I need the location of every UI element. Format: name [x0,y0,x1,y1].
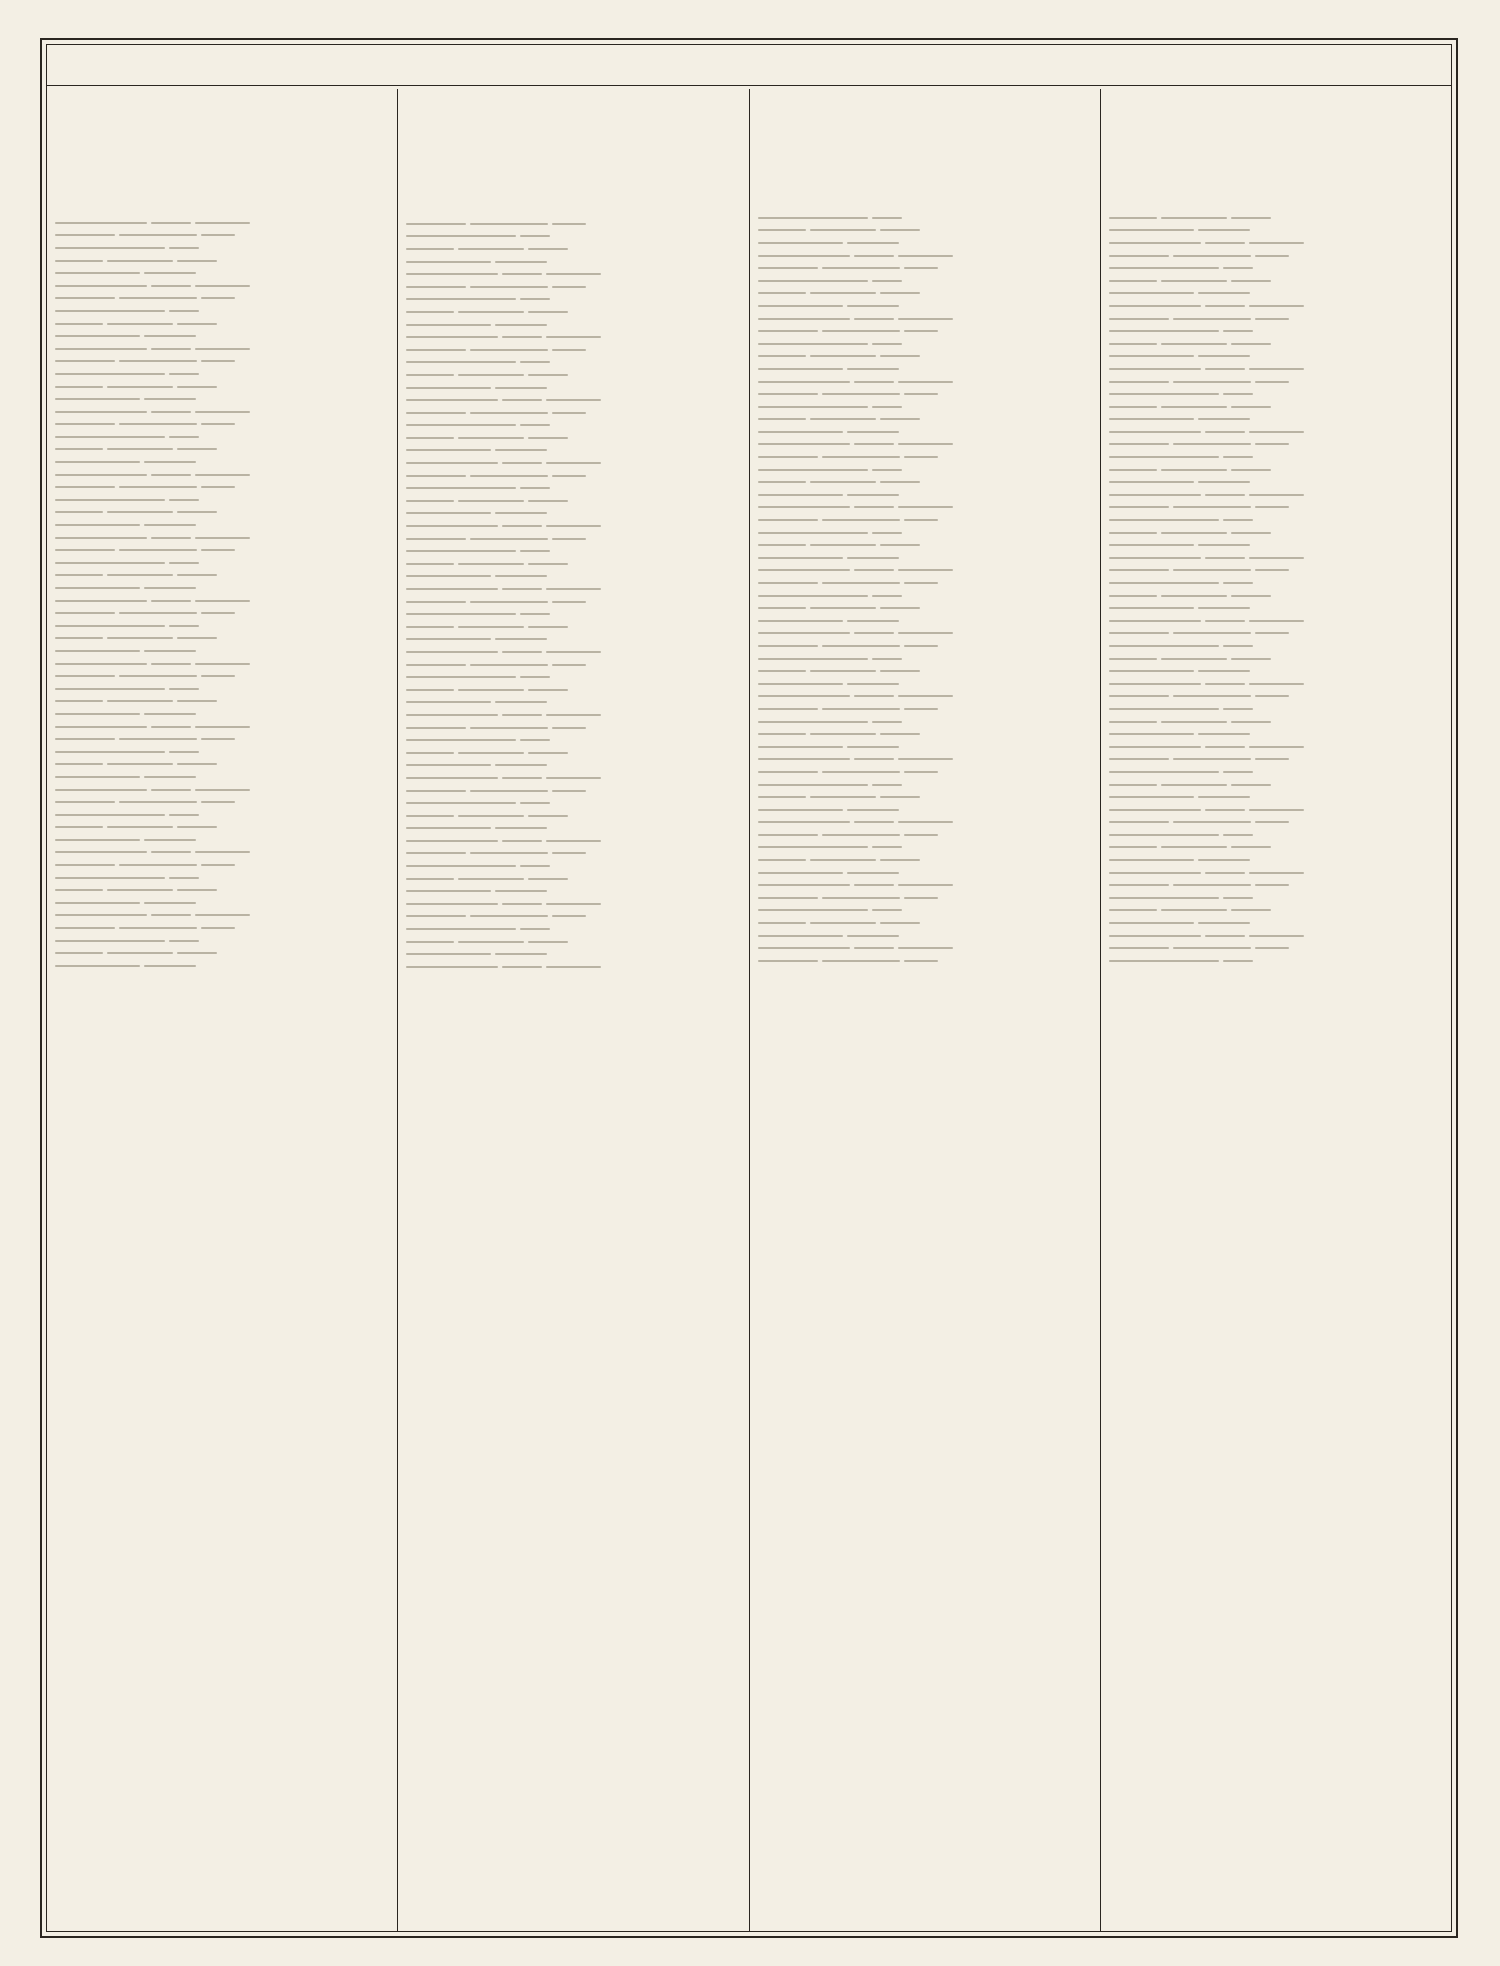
text-line-placeholder [1109,363,1443,375]
text-line-placeholder [758,388,1092,400]
timeline-columns [47,89,1451,1931]
text-line-placeholder [55,759,389,771]
text-line-placeholder [406,394,740,406]
text-line-placeholder [406,760,740,772]
text-line-placeholder [758,212,1092,224]
text-line-placeholder [406,948,740,960]
text-line-placeholder [406,231,740,243]
text-line-placeholder [758,754,1092,766]
text-line-placeholder [758,502,1092,514]
text-line-placeholder [1109,602,1443,614]
text-line-placeholder [758,665,1092,677]
text-line-placeholder [1109,741,1443,753]
text-line-placeholder [758,854,1092,866]
text-line-placeholder [55,607,389,619]
title-rule [47,85,1451,86]
text-line-placeholder [55,859,389,871]
text-line-placeholder [758,338,1092,350]
text-line-placeholder [758,615,1092,627]
text-line-placeholder [758,489,1092,501]
text-line-placeholder [1109,539,1443,551]
text-line-placeholder [758,728,1092,740]
text-line-placeholder [1109,464,1443,476]
text-line-placeholder [406,747,740,759]
text-line-placeholder [1109,640,1443,652]
text-line-placeholder [1109,867,1443,879]
text-line-placeholder [406,898,740,910]
text-line-placeholder [758,678,1092,690]
text-line-placeholder [758,917,1092,929]
text-line-placeholder [55,822,389,834]
text-line-placeholder [1109,414,1443,426]
text-line-placeholder [758,275,1092,287]
text-line-placeholder [406,571,740,583]
text-line-placeholder [55,784,389,796]
text-line-placeholder [758,250,1092,262]
text-line-placeholder [758,527,1092,539]
text-line-placeholder [758,262,1092,274]
text-line-placeholder [758,351,1092,363]
text-line-placeholder [758,942,1092,954]
text-line-placeholder [758,552,1092,564]
text-line-placeholder [1109,565,1443,577]
text-line-placeholder [758,313,1092,325]
text-line-placeholder [1109,325,1443,337]
text-line-placeholder [758,476,1092,488]
text-line-placeholder [758,905,1092,917]
text-line-placeholder [406,608,740,620]
text-line-placeholder [1109,754,1443,766]
text-line-placeholder [55,406,389,418]
text-line-placeholder [406,671,740,683]
text-line-placeholder [1109,225,1443,237]
text-line-placeholder [55,267,389,279]
frame-inner [46,44,1452,1932]
text-line-placeholder [55,910,389,922]
text-line-placeholder [55,771,389,783]
text-line-placeholder [55,456,389,468]
column-2 [398,89,749,1931]
text-line-placeholder [55,507,389,519]
text-line-placeholder [758,451,1092,463]
text-line-placeholder [758,867,1092,879]
text-line-placeholder [55,922,389,934]
text-line-placeholder [1109,703,1443,715]
text-line-placeholder [758,464,1092,476]
text-line-placeholder [55,834,389,846]
text-line-placeholder [406,659,740,671]
text-line-placeholder [55,746,389,758]
text-line-placeholder [1109,577,1443,589]
text-line-placeholder [1109,552,1443,564]
text-line-placeholder [1109,892,1443,904]
text-line-placeholder [1109,338,1443,350]
page-frame [40,38,1458,1938]
text-line-placeholder [1109,451,1443,463]
text-line-placeholder [1109,489,1443,501]
text-line-placeholder [1109,388,1443,400]
text-line-placeholder [406,697,740,709]
text-line-placeholder [1109,728,1443,740]
text-line-placeholder [406,646,740,658]
text-line-placeholder [406,457,740,469]
text-line-placeholder [758,640,1092,652]
text-line-placeholder [55,633,389,645]
text-line-placeholder [406,923,740,935]
text-line-placeholder [406,722,740,734]
text-line-placeholder [55,847,389,859]
text-line-placeholder [758,879,1092,891]
text-line-placeholder [1109,955,1443,967]
text-line-placeholder [1109,275,1443,287]
text-line-placeholder [758,791,1092,803]
text-line-placeholder [758,288,1092,300]
text-line-placeholder [406,420,740,432]
text-line-placeholder [758,577,1092,589]
text-line-placeholder [1109,401,1443,413]
text-line-placeholder [55,305,389,317]
text-line-placeholder [758,539,1092,551]
text-line-placeholder [55,796,389,808]
text-line-placeholder [1109,804,1443,816]
text-line-placeholder [55,960,389,972]
text-line-placeholder [406,319,740,331]
text-line-placeholder [1109,527,1443,539]
text-line-placeholder [55,570,389,582]
text-line-placeholder [1109,905,1443,917]
text-line-placeholder [406,583,740,595]
text-line-placeholder [55,658,389,670]
text-line-placeholder [1109,351,1443,363]
text-line-placeholder [406,508,740,520]
text-line-placeholder [55,708,389,720]
text-line-placeholder [406,520,740,532]
text-line-placeholder [406,482,740,494]
text-line-placeholder [55,368,389,380]
text-line-placeholder [406,823,740,835]
text-line-placeholder [1109,766,1443,778]
text-line-placeholder [758,325,1092,337]
text-line-placeholder [758,804,1092,816]
text-line-placeholder [406,961,740,973]
text-line-placeholder [55,696,389,708]
text-line-placeholder [1109,691,1443,703]
text-line-placeholder [55,318,389,330]
text-line-placeholder [758,716,1092,728]
text-line-placeholder [758,602,1092,614]
text-line-placeholder [758,628,1092,640]
text-line-placeholder [406,936,740,948]
text-line-placeholder [758,363,1092,375]
text-line-placeholder [55,494,389,506]
text-line-placeholder [1109,426,1443,438]
text-line-placeholder [1109,439,1443,451]
text-line-placeholder [55,532,389,544]
text-line-placeholder [1109,502,1443,514]
text-line-placeholder [406,357,740,369]
text-line-placeholder [758,439,1092,451]
text-line-placeholder [1109,514,1443,526]
text-line-placeholder [406,684,740,696]
text-line-placeholder [55,557,389,569]
text-line-placeholder [55,809,389,821]
text-line-placeholder [406,495,740,507]
text-line-placeholder [406,810,740,822]
text-line-placeholder [758,892,1092,904]
text-line-placeholder [406,281,740,293]
text-line-placeholder [758,955,1092,967]
text-line-placeholder [406,369,740,381]
text-line-placeholder [55,897,389,909]
text-line-placeholder [406,709,740,721]
text-line-placeholder [55,293,389,305]
text-line-placeholder [758,376,1092,388]
text-line-placeholder [55,670,389,682]
text-line-placeholder [1109,300,1443,312]
text-line-placeholder [55,343,389,355]
text-line-placeholder [758,779,1092,791]
text-line-placeholder [1109,942,1443,954]
text-line-placeholder [406,382,740,394]
text-line-placeholder [1109,917,1443,929]
text-line-placeholder [55,330,389,342]
text-line-placeholder [406,911,740,923]
text-line-placeholder [1109,590,1443,602]
text-line-placeholder [1109,854,1443,866]
text-line-placeholder [1109,930,1443,942]
text-line-placeholder [55,935,389,947]
text-line-placeholder [55,356,389,368]
text-line-placeholder [406,470,740,482]
text-line-placeholder [406,432,740,444]
text-line-placeholder [55,733,389,745]
text-line-placeholder [1109,716,1443,728]
text-line-placeholder [55,381,389,393]
text-line-placeholder [406,268,740,280]
text-line-placeholder [1109,791,1443,803]
text-line-placeholder [758,766,1092,778]
text-line-placeholder [1109,879,1443,891]
text-line-placeholder [758,691,1092,703]
text-line-placeholder [55,683,389,695]
text-line-placeholder [406,558,740,570]
text-line-placeholder [55,431,389,443]
text-line-placeholder [406,873,740,885]
text-line-placeholder [55,469,389,481]
text-line-placeholder [758,817,1092,829]
text-line-placeholder [55,620,389,632]
text-line-placeholder [55,217,389,229]
text-line-placeholder [55,947,389,959]
text-line-placeholder [406,294,740,306]
text-line-placeholder [406,860,740,872]
text-line-placeholder [758,653,1092,665]
text-line-placeholder [55,519,389,531]
text-line-placeholder [1109,615,1443,627]
text-line-placeholder [55,872,389,884]
text-line-placeholder [55,721,389,733]
text-line-placeholder [1109,628,1443,640]
text-line-placeholder [406,256,740,268]
text-line-placeholder [1109,653,1443,665]
text-line-placeholder [406,734,740,746]
text-line-placeholder [758,741,1092,753]
text-line-placeholder [1109,313,1443,325]
text-line-placeholder [55,255,389,267]
text-line-placeholder [55,419,389,431]
text-line-placeholder [406,218,740,230]
text-line-placeholder [1109,678,1443,690]
text-line-placeholder [1109,212,1443,224]
text-line-placeholder [406,331,740,343]
text-line-placeholder [55,481,389,493]
column-3 [750,89,1101,1931]
text-line-placeholder [758,401,1092,413]
text-line-placeholder [1109,250,1443,262]
text-line-placeholder [406,445,740,457]
text-line-placeholder [1109,842,1443,854]
text-line-placeholder [758,703,1092,715]
text-line-placeholder [758,414,1092,426]
text-line-placeholder [55,544,389,556]
text-line-placeholder [758,237,1092,249]
text-line-placeholder [55,645,389,657]
column-1 [47,89,398,1931]
text-line-placeholder [1109,262,1443,274]
text-line-placeholder [758,930,1092,942]
text-line-placeholder [1109,817,1443,829]
text-line-placeholder [406,885,740,897]
text-line-placeholder [1109,476,1443,488]
text-line-placeholder [758,426,1092,438]
text-line-placeholder [406,634,740,646]
text-line-placeholder [55,230,389,242]
text-line-placeholder [758,300,1092,312]
text-line-placeholder [406,797,740,809]
text-line-placeholder [758,829,1092,841]
text-line-placeholder [406,621,740,633]
text-line-placeholder [406,545,740,557]
text-line-placeholder [406,533,740,545]
text-line-placeholder [758,514,1092,526]
column-4 [1101,89,1451,1931]
text-line-placeholder [55,884,389,896]
text-line-placeholder [406,772,740,784]
text-line-placeholder [406,306,740,318]
text-line-placeholder [406,785,740,797]
text-line-placeholder [406,835,740,847]
text-line-placeholder [1109,779,1443,791]
text-line-placeholder [55,393,389,405]
text-line-placeholder [55,242,389,254]
text-line-placeholder [406,344,740,356]
text-line-placeholder [1109,237,1443,249]
text-line-placeholder [55,582,389,594]
text-line-placeholder [1109,376,1443,388]
text-line-placeholder [55,595,389,607]
text-line-placeholder [55,280,389,292]
text-line-placeholder [1109,288,1443,300]
text-line-placeholder [758,842,1092,854]
text-line-placeholder [55,444,389,456]
text-line-placeholder [758,565,1092,577]
text-line-placeholder [406,243,740,255]
text-line-placeholder [758,590,1092,602]
text-line-placeholder [758,225,1092,237]
text-line-placeholder [406,848,740,860]
text-line-placeholder [1109,665,1443,677]
text-line-placeholder [406,596,740,608]
text-line-placeholder [1109,829,1443,841]
text-line-placeholder [406,407,740,419]
